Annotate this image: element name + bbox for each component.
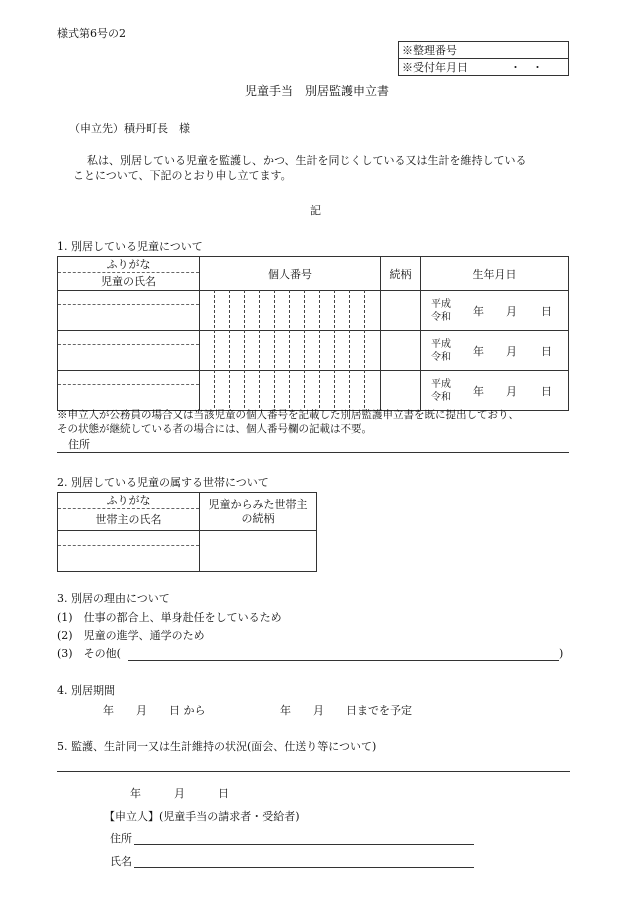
section5-entry-line[interactable] [57, 771, 570, 772]
birthdate-header: 生年月日 [421, 257, 569, 291]
era-heisei: 平成 [431, 378, 451, 390]
intro-line-1: 私は、別居している児童を監護し、かつ、生計を同じくしている又は生計を維持している [87, 154, 527, 167]
applicant-address-label: 住所 [110, 832, 132, 845]
era-heisei: 平成 [431, 338, 451, 350]
section3-heading: 3. 別居の理由について [57, 592, 170, 605]
child-name-cell[interactable] [58, 331, 200, 371]
my-number-header: 個人番号 [200, 257, 381, 291]
household-head-name-header [58, 493, 200, 531]
section1-address-line[interactable] [57, 452, 569, 453]
era-choice [431, 378, 451, 404]
applicant-address-line[interactable] [134, 844, 474, 845]
digit-divider [274, 290, 275, 408]
digit-divider [214, 290, 215, 408]
section2-heading: 2. 別居している児童の属する世帯について [57, 476, 269, 489]
household-head-name-cell[interactable] [58, 531, 200, 572]
document-title: 児童手当 別居監護申立書 [245, 84, 390, 98]
table-row [58, 291, 569, 331]
child-name-cell[interactable] [58, 291, 200, 331]
reason-3-label[interactable]: (3) その他( [57, 647, 121, 660]
period-to[interactable]: 年 月 日までを予定 [280, 704, 412, 717]
era-choice [431, 298, 451, 324]
digit-divider [289, 290, 290, 408]
birthdate-cell[interactable] [421, 371, 569, 411]
child-name-cell[interactable] [58, 371, 200, 411]
reason-1[interactable]: (1) 仕事の都合上、単身赴任をしているため [57, 611, 282, 624]
day-label: 日 [541, 344, 552, 358]
era-choice [431, 338, 451, 364]
day-label: 日 [541, 304, 552, 318]
relation-cell[interactable] [381, 371, 421, 411]
digit-divider [259, 290, 260, 408]
birthdate-cell[interactable] [421, 331, 569, 371]
signature-date[interactable]: 年 月 日 [130, 787, 229, 800]
office-use-box [398, 41, 569, 76]
reason-2[interactable]: (2) 児童の進学、通学のため [57, 629, 205, 642]
table-row [58, 331, 569, 371]
digit-divider [364, 290, 365, 408]
digit-divider [229, 290, 230, 408]
era-reiwa: 令和 [431, 351, 451, 363]
reason-3-close: ) [559, 647, 564, 660]
applicant-name-label: 氏名 [110, 855, 132, 868]
digit-divider [334, 290, 335, 408]
received-date-dots: ・ ・ [510, 61, 543, 74]
era-reiwa: 令和 [431, 391, 451, 403]
received-date-label: ※受付年月日 [402, 61, 468, 74]
relation-header: 続柄 [381, 257, 421, 291]
digit-divider [244, 290, 245, 408]
my-number-cell[interactable] [200, 291, 381, 331]
relation-cell[interactable] [381, 331, 421, 371]
household-relation-header [200, 493, 317, 531]
table-row [58, 531, 317, 572]
digit-divider [304, 290, 305, 408]
applicant-name-line[interactable] [134, 867, 474, 868]
child-name-header [58, 257, 200, 291]
received-date-field[interactable] [399, 59, 569, 76]
children-table [57, 256, 569, 411]
table-row [58, 371, 569, 411]
section5-heading: 5. 監護、生計同一又は生計維持の状況(面会、仕送り等について) [57, 740, 377, 753]
household-furigana-header: ふりがな [106, 494, 151, 507]
digit-divider [319, 290, 320, 408]
my-number-cell[interactable] [200, 371, 381, 411]
relation-cell[interactable] [381, 291, 421, 331]
section1-note-line-1: ※申立人が公務員の場合又は当該児童の個人番号を記載した別居監護申立書を既に提出しており、 [57, 409, 519, 421]
ki-label: 記 [310, 204, 321, 217]
digit-divider [349, 290, 350, 408]
month-label: 月 [506, 344, 517, 358]
section1-note-line-2: その状態が継続している者の場合には、個人番号欄の記載は不要。 [57, 423, 372, 435]
household-relation-header-line-2: の続柄 [241, 511, 275, 525]
period-from[interactable]: 年 月 日 から [103, 704, 206, 717]
era-reiwa: 令和 [431, 311, 451, 323]
form-number: 様式第6号の2 [57, 27, 126, 40]
year-label: 年 [473, 384, 484, 398]
month-label: 月 [506, 304, 517, 318]
ref-number-field[interactable]: ※整理番号 [399, 42, 569, 59]
year-label: 年 [473, 344, 484, 358]
section1-heading: 1. 別居している児童について [57, 240, 203, 253]
household-table [57, 492, 317, 572]
household-head-name-label: 世帯主の氏名 [58, 508, 199, 530]
intro-line-2: ことについて、下記のとおり申し立てます。 [73, 169, 292, 182]
addressee: （申立先）積丹町長 様 [69, 122, 190, 135]
era-heisei: 平成 [431, 298, 451, 310]
day-label: 日 [541, 384, 552, 398]
section4-heading: 4. 別居期間 [57, 684, 115, 697]
household-relation-header-line-1: 児童からみた世帯主 [208, 497, 308, 511]
household-relation-cell[interactable] [200, 531, 317, 572]
year-label: 年 [473, 304, 484, 318]
child-name-header-label: 児童の氏名 [58, 272, 199, 290]
my-number-cell[interactable] [200, 331, 381, 371]
section1-address-label: 住所 [68, 438, 90, 451]
furigana-header: ふりがな [106, 258, 151, 271]
applicant-label: 【申立人】(児童手当の請求者・受給者) [104, 810, 300, 823]
month-label: 月 [506, 384, 517, 398]
birthdate-cell[interactable] [421, 291, 569, 331]
reason-3-other-field[interactable] [128, 660, 559, 661]
